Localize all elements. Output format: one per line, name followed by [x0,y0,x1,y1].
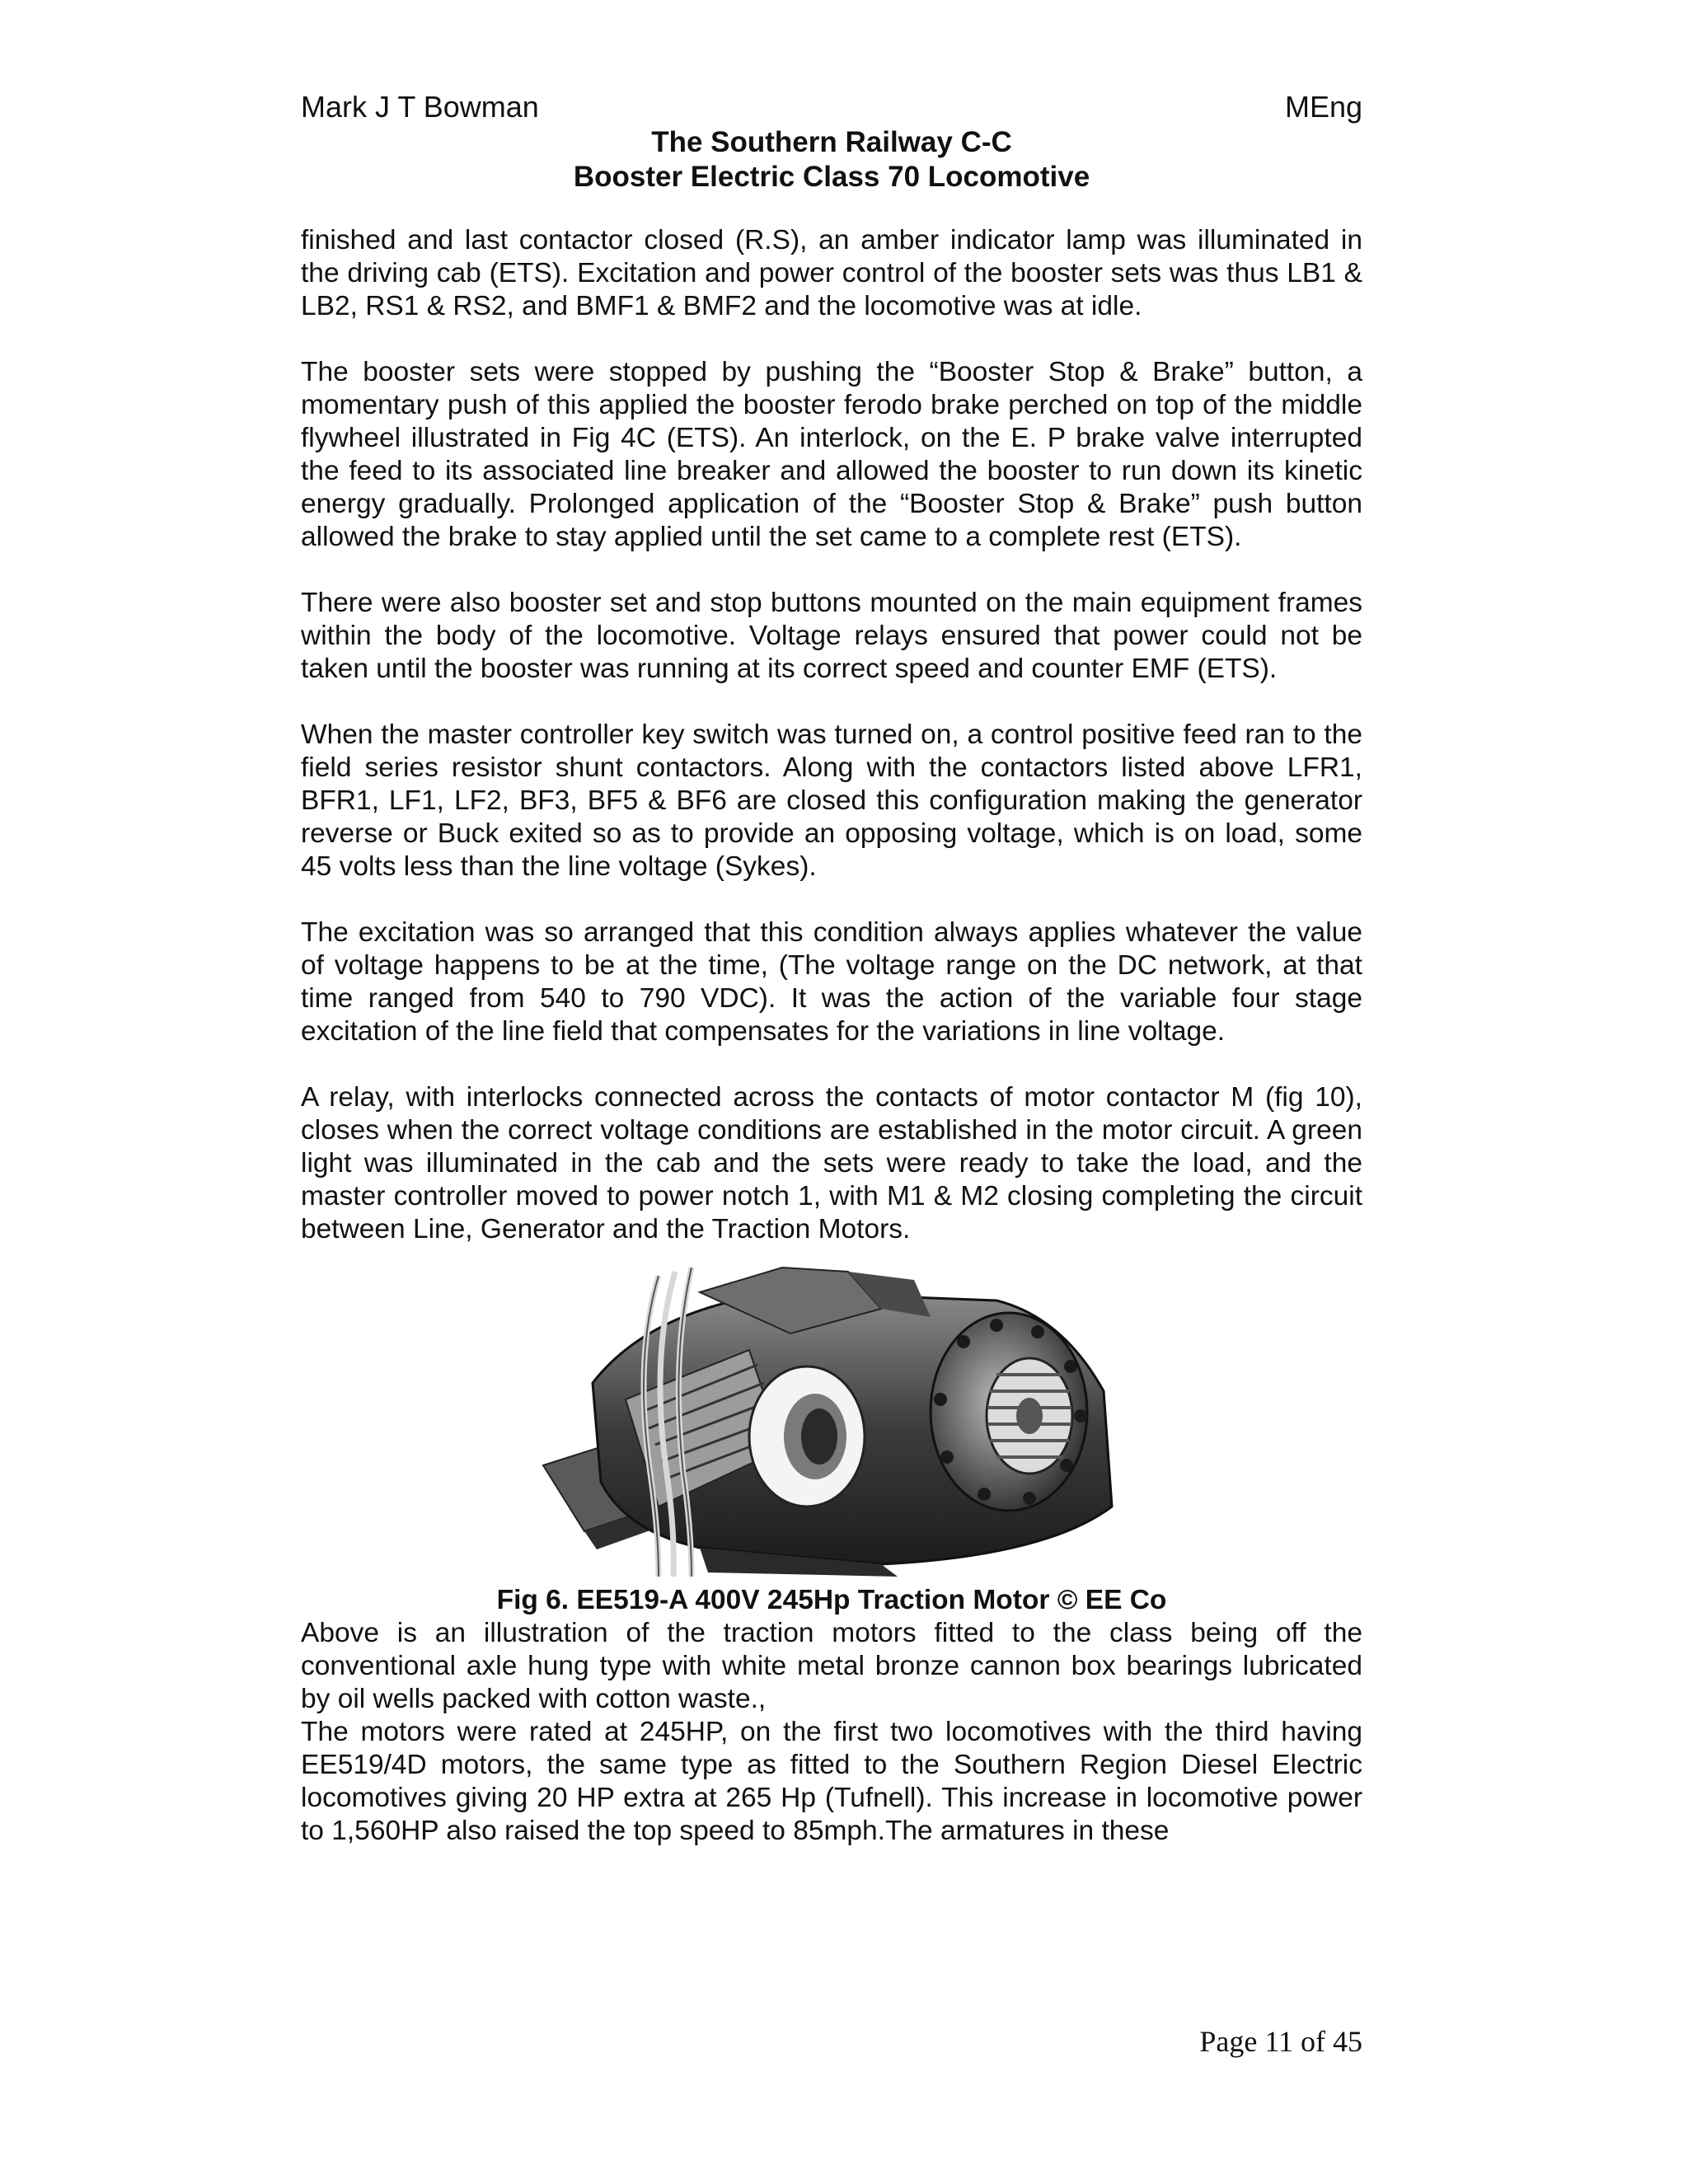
document-page [301,89,1362,1848]
document-title-line-2: Booster Electric Class 70 Locomotive [573,161,1090,193]
paragraph: The motors were rated at 245HP, on the first two locomotives with the third having EE519/4D motors, the same type as fitted to the Southern Region Diesel Electric locomotives giving 20 HP extra at 265 Hp (Tufnell). This increase in locomotive power to 1,560HP also raised the top speed to 85mph.The armatures in these [301,1717,1362,1846]
document-title-line-1: The Southern Railway C-C [651,126,1012,158]
author-name: Mark J T Bowman [301,90,539,124]
figure-caption: Fig 6. EE519-A 400V 245Hp Traction Motor © EE Co [496,1585,1167,1615]
paragraph: finished and last contactor closed (R.S), an amber indicator lamp was illuminated in the driving cab (ETS). Excitation and power control of the booster sets was thus LB1 & LB2, RS1 & RS2, and BMF1 & BMF2 and the locomotive was at idle. [301,225,1362,321]
paragraph: The excitation was so arranged that this condition always applies whatever the value of voltage happens to be at the time, (The voltage range on the DC network, at that time ranged from 540 to 790 VDC). It was the action of the variable four stage excitation of the line field that compensates for the variations in line voltage. [301,917,1362,1047]
document-body [301,224,1362,1848]
traction-motor-illustration [535,1259,1128,1581]
paragraph: When the master controller key switch was turned on, a control positive feed ran to the field series resistor shunt contactors. Along with the contactors listed above LFR1, BFR1, LF1, LF2, BF3, BF5 & BF6 are closed this configuration making the generator reverse or Buck exited so as to provide an opposing voltage, which is on load, some 45 volts less than the line voltage (Sykes). [301,719,1362,882]
paragraph: Above is an illustration of the traction motors fitted to the class being off the conventional axle hung type with white metal bronze cannon box bearings lubricated by oil wells packed with cotton waste., [301,1618,1362,1714]
degree-label: MEng [1284,90,1362,124]
paragraph: A relay, with interlocks connected across the contacts of motor contactor M (fig 10), closes when the correct voltage conditions are established in the motor circuit. A green light was illuminated in the cab and the sets were ready to take the load, and the master controller moved to power notch 1, with M1 & M2 closing completing the circuit between Line, Generator and the Traction Motors. [301,1082,1362,1244]
running-header [301,89,1362,125]
page-number: Page 11 of 45 [1199,2025,1362,2058]
paragraph: There were also booster set and stop buttons mounted on the main equipment frames within the body of the locomotive. Voltage relays ensured that power could not be taken until the booster was running at its correct speed and counter EMF (ETS). [301,588,1362,684]
paragraph: The booster sets were stopped by pushing the “Booster Stop & Brake” button, a momentary push of this applied the booster ferodo brake perched on top of the middle flywheel illustrated in Fig 4C (ETS). An interlock, on the E. P brake valve interrupted the feed to its associated line breaker and allowed the booster to run down its kinetic energy gradually. Prolonged application of the “Booster Stop & Brake” push button allowed the brake to stay applied until the set came to a complete rest (ETS). [301,357,1362,552]
